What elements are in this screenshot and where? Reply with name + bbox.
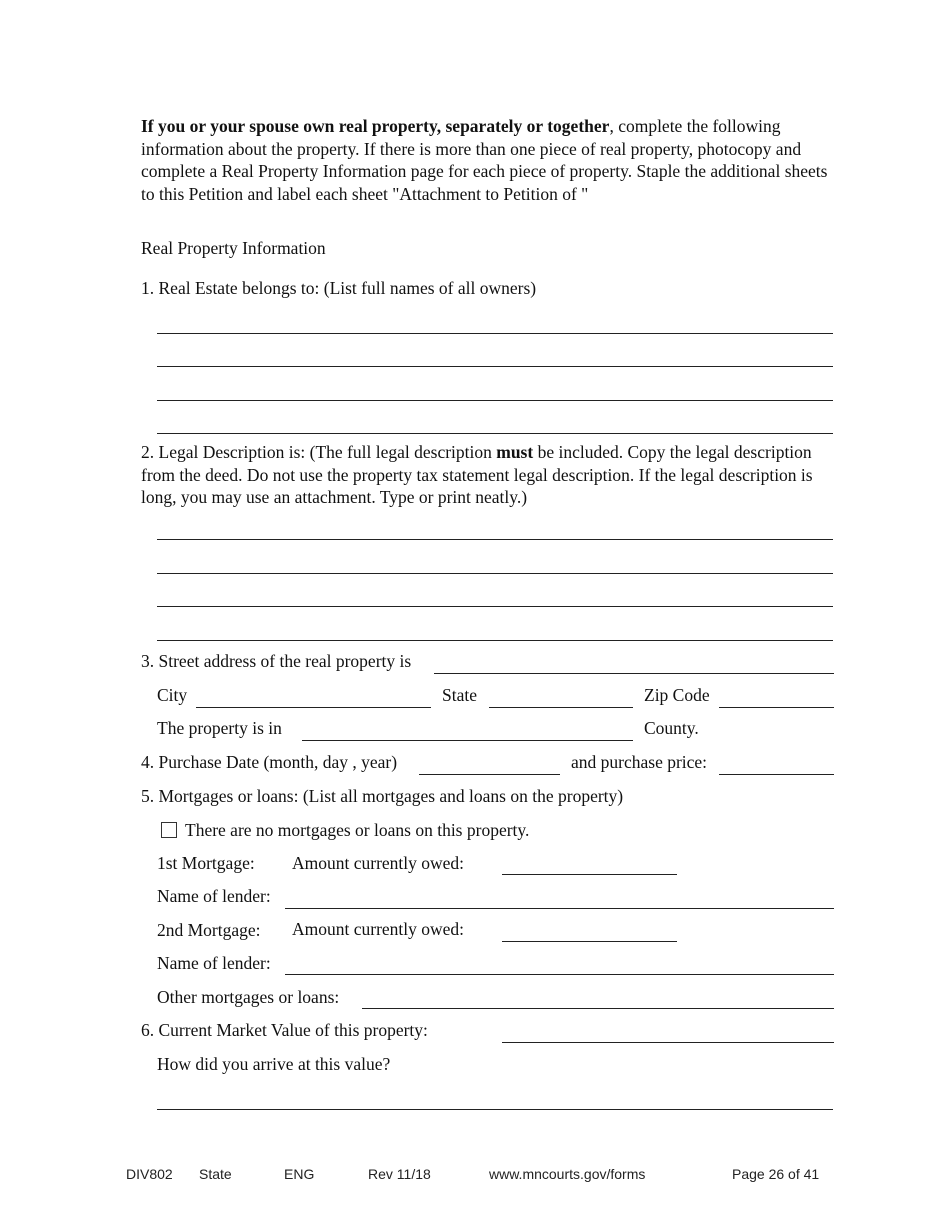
market-value-field[interactable] [502,1042,834,1043]
intro-paragraph [141,115,831,205]
legal-line-4[interactable] [157,640,833,641]
street-address-field[interactable] [434,673,834,674]
second-lender-label: Name of lender: [157,953,271,973]
value-method-field[interactable] [157,1109,833,1110]
q1-label: 1. Real Estate belongs to: (List full names of all owners) [141,278,537,298]
q2-text-pre: 2. Legal Description is: (The full legal description [141,442,497,462]
purchase-date-field[interactable] [419,774,560,775]
first-lender-label: Name of lender: [157,886,271,906]
footer-state: State [199,1166,232,1182]
purchase-price-label: and purchase price: [571,752,708,772]
zip-label: Zip Code [644,685,710,705]
footer-language: ENG [284,1166,315,1182]
footer-form-id: DIV802 [126,1166,173,1182]
owners-line-2[interactable] [157,366,833,367]
owners-line-1[interactable] [157,333,833,334]
q6-label: 6. Current Market Value of this property: [141,1020,428,1040]
second-amount-field[interactable] [502,941,677,942]
intro-bold: If you or your spouse own real property, separately or together [141,116,610,136]
city-label: City [157,685,188,705]
owners-line-3[interactable] [157,400,833,401]
section-title: Real Property Information [141,238,326,258]
state-field[interactable] [489,707,633,708]
q3-label: 3. Street address of the real property is [141,651,412,671]
q4-label: 4. Purchase Date (month, day , year) [141,752,398,772]
legal-line-3[interactable] [157,606,833,607]
first-amount-field[interactable] [502,874,677,875]
value-method-label: How did you arrive at this value? [157,1054,391,1074]
zip-field[interactable] [719,707,834,708]
purchase-price-field[interactable] [719,774,834,775]
other-mortgages-label: Other mortgages or loans: [157,987,340,1007]
state-label: State [442,685,477,705]
no-mortgage-checkbox[interactable] [161,822,177,838]
footer-url[interactable]: www.mncourts.gov/forms [489,1166,646,1182]
no-mortgage-label: There are no mortgages or loans on this property. [185,820,530,840]
q2-text-post: be included. Copy the legal description from the deed. Do not use the property tax statement legal description. If the legal description is long, you may use an attachment. Type or print neatly.) [141,442,813,507]
other-mortgages-field[interactable] [362,1008,834,1009]
second-mortgage-label: 2nd Mortgage: [157,920,261,940]
legal-line-1[interactable] [157,539,833,540]
second-amount-label: Amount currently owed: [292,919,465,939]
city-field[interactable] [196,707,431,708]
second-lender-field[interactable] [285,974,834,975]
county-field[interactable] [302,740,633,741]
q2-must: must [496,442,534,462]
q5-label: 5. Mortgages or loans: (List all mortgages and loans on the property) [141,786,624,806]
first-amount-label: Amount currently owed: [292,853,465,873]
first-lender-field[interactable] [285,908,834,909]
footer-revision: Rev 11/18 [368,1166,431,1182]
county-post-label: County. [644,718,699,738]
q2-label [141,441,831,509]
first-mortgage-label: 1st Mortgage: [157,853,255,873]
owners-line-4[interactable] [157,433,833,434]
footer-page-number: Page 26 of 41 [732,1166,820,1182]
legal-line-2[interactable] [157,573,833,574]
county-pre-label: The property is in [157,718,282,738]
intro-text: , complete the following information about the property. If there is more than one piece of real property, photocopy and complete a Real Property Information page for each piece of property. Staple the additional sheets to this Petition and label each sheet "Attachment to Petition of " [141,116,828,204]
